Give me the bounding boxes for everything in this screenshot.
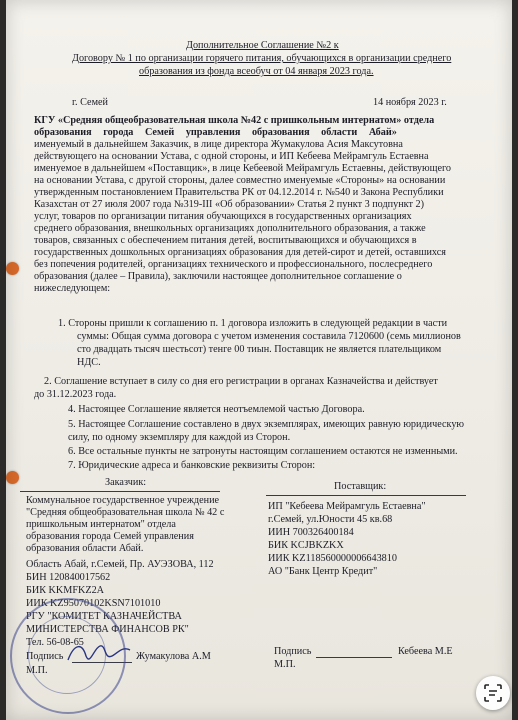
header-line-3: образования из фонда всеобуч от 04 января 2023 года. bbox=[139, 66, 374, 77]
customer-signature-drawing bbox=[64, 638, 134, 668]
customer-iik: ИИК KZ95070102KSN7101010 bbox=[26, 598, 161, 609]
supplier-signer: Кебеева М.Е bbox=[398, 646, 453, 657]
clause-2-line: 2. Соглашение вступает в силу со дня его регистрации в органах Казначейства и действует bbox=[44, 376, 438, 387]
clause-1-line: сто двадцать тысяч шестьсот) тенге 00 тиын. Поставщик не является плательщиком bbox=[77, 344, 442, 355]
preamble-line: КГУ «Средняя общеобразовательная школа №42 с пришкольным интернатом» отдела bbox=[34, 115, 435, 126]
supplier-mp: М.П. bbox=[274, 659, 296, 670]
customer-detail: образования области Абай. bbox=[26, 543, 144, 554]
clause-1-line: 1. Стороны пришли к соглашению п. 1 договора изложить в следующей редакции в части bbox=[58, 318, 448, 329]
customer-phone: Тел. 56-08-65 bbox=[26, 637, 84, 648]
document-page bbox=[6, 0, 512, 720]
customer-signature-label: Подпись bbox=[26, 651, 64, 662]
supplier-iik: ИИК KZ118560000006643810 bbox=[268, 553, 397, 564]
preamble-line: без попечения родителей, организациях технического и профессионального, послесреднего bbox=[34, 259, 433, 270]
clause-1-line: суммы: Общая сумма договора с учетом изменения составила 7120600 (семь миллионов bbox=[77, 331, 461, 342]
scan-text-button[interactable] bbox=[476, 676, 510, 710]
supplier-bik: БИК KCJBKZKX bbox=[268, 540, 344, 551]
document-place: г. Семей bbox=[72, 97, 108, 108]
preamble-line: утвержденным постановлением Правительства РК от 04.12.2014 г. №540 и Закона Республики bbox=[34, 187, 444, 198]
supplier-bank: АО "Банк Центр Кредит" bbox=[268, 566, 378, 577]
preamble-line: именуемое в дальнейшем «Поставщик», в лице Кебеевой Мейрамгуль Естаевны, действующего bbox=[34, 163, 451, 174]
header-line-2: Договору № 1 по организации горячего питания, обучающихся в организации среднего bbox=[72, 53, 452, 64]
customer-heading: Заказчик: bbox=[105, 477, 147, 488]
punch-hole-top bbox=[6, 262, 19, 275]
customer-detail: образования города Семей управления bbox=[26, 531, 194, 542]
supplier-iin: ИИН 700326400184 bbox=[268, 527, 354, 538]
customer-bank-cont: МИНИСТЕРСТВА ФИНАНСОВ РК" bbox=[26, 624, 189, 635]
clause-4: 4. Настоящее Соглашение является неотъемлемой частью Договора. bbox=[68, 404, 365, 415]
customer-mp: М.П. bbox=[26, 665, 48, 676]
supplier-signature-label: Подпись bbox=[274, 646, 312, 657]
clause-5-cont: силу, по одному экземпляру для каждой из Сторон. bbox=[68, 432, 291, 443]
customer-address: Область Абай, г.Семей, Пр. АУЭЗОВА, 112 bbox=[26, 559, 214, 570]
clause-7: 7. Юридические адреса и банковские реквизиты Сторон: bbox=[68, 460, 316, 471]
supplier-detail: ИП "Кебеева Мейрамгуль Естаевна" bbox=[268, 501, 426, 512]
document-date: 14 ноября 2023 г. bbox=[373, 97, 447, 108]
customer-signer: Жумакулова А.М bbox=[136, 651, 211, 662]
clause-6: 6. Все остальные пункты не затронуты настоящим соглашением остаются не изменными. bbox=[68, 446, 458, 457]
customer-heading-underline bbox=[20, 491, 220, 492]
clause-2-line: до 31.12.2023 года. bbox=[34, 389, 117, 400]
scan-text-icon bbox=[484, 684, 502, 702]
preamble-line: Казахстан от 27 июля 2007 года №319-III «Об образовании» Статья 2 пункт 3 подпункт 2) bbox=[34, 199, 424, 210]
clause-5: 5. Настоящее Соглашение составлено в двух экземплярах, имеющих равную юридическую bbox=[68, 419, 465, 430]
preamble-line: услуг, товаров по организации питания обучающихся в государственных организациях bbox=[34, 211, 412, 222]
customer-bin: БИН 120840017562 bbox=[26, 572, 111, 583]
clause-1-line: НДС. bbox=[77, 357, 101, 368]
punch-hole-bottom bbox=[6, 471, 19, 484]
preamble-line: именуемый в дальнейшем Заказчик, в лице директора Жумакулова Асия Максутовна bbox=[34, 139, 403, 150]
preamble-line: образования города Семей управления образования области Абай» bbox=[34, 127, 397, 138]
header-title: Дополнительное Соглашение №2 к bbox=[186, 40, 339, 51]
preamble-line: нижеследующем: bbox=[34, 283, 111, 294]
customer-detail: пришкольным интернатом" отдела bbox=[26, 519, 176, 530]
supplier-signature-line bbox=[316, 657, 392, 658]
supplier-heading: Поставщик: bbox=[334, 481, 387, 492]
customer-bik: БИК KKMFKZ2A bbox=[26, 585, 105, 596]
preamble-line: товаров, связанных с обеспечением питания детей, воспитывающихся и обучающихся в bbox=[34, 235, 417, 246]
supplier-heading-underline bbox=[266, 495, 466, 496]
customer-detail: Коммунальное государственное учреждение bbox=[26, 495, 220, 506]
preamble-line: на основании Устава, с другой стороны, далее совместно именуемые «Стороны» на основании bbox=[34, 175, 446, 186]
supplier-address: г.Семей, ул.Юности 45 кв.68 bbox=[268, 514, 393, 525]
preamble-line: государственных дошкольных организациях образования для детей-сирот и детей, оставшихся bbox=[34, 247, 446, 258]
customer-detail: "Средняя общеобразовательная школа № 42 с bbox=[26, 507, 225, 518]
preamble-line: образования (далее – Правила), заключили настоящее дополнительное соглашение о bbox=[34, 271, 402, 282]
preamble-line: действующего на основании Устава, с одной стороны, и ИП Кебеева Мейрамгуль Естаевна bbox=[34, 151, 429, 162]
preamble-line: среднего образования, внешкольных организациях дополнительного образования, а также bbox=[34, 223, 426, 234]
customer-bank: РГУ "КОМИТЕТ КАЗНАЧЕЙСТВА bbox=[26, 611, 182, 622]
